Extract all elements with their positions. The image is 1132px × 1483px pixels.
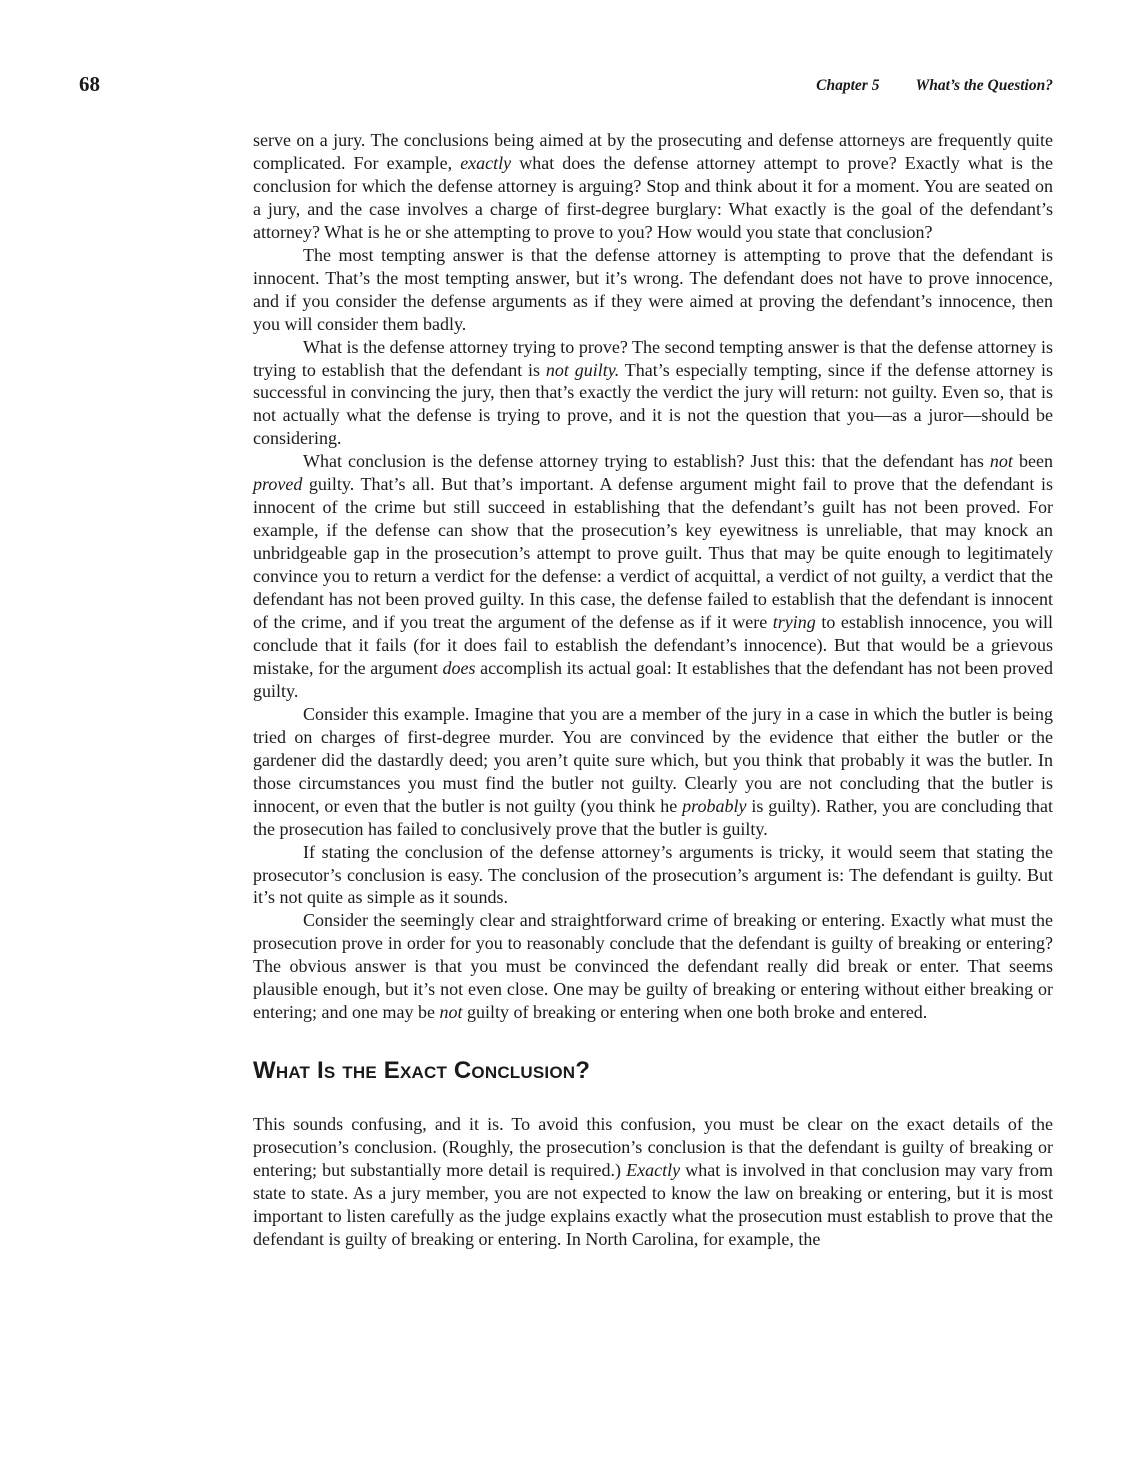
text-run: serve on a jury. The conclusions being aimed at by the prosecuting and defense attorneys are frequently quite complicated. For example, [253, 130, 1053, 173]
text-run: Consider the seemingly clear and straightforward crime of breaking or entering. Exactly what must the prosecution prove in order for you to reasonably conclude that the defendant is guilty of breaking or entering? The obvious answer is that you must be convinced the defendant really did break or enter. That seems plausible enough, but it’s not even close. One may be guilty of breaking or entering without either breaking or entering; and one may be [253, 910, 1053, 1023]
paragraph [253, 450, 1053, 702]
text-run: to establish innocence, you will conclude that it fails (for it does fail to establish the defendant’s innocence). But that would be a grievous mistake, for the argument [253, 612, 1053, 678]
italic-run: not [989, 451, 1013, 472]
section-paragraph-group [253, 1113, 1053, 1251]
paragraph [253, 703, 1053, 841]
text-run: This sounds confusing, and it is. To avoid this confusion, you must be clear on the exact details of the prosecution’s conclusion. (Roughly, the prosecution’s conclusion is that the defendant is guilty of breaking or entering; but substantially more detail is required.) [253, 1114, 1053, 1181]
text-run: guilty of breaking or entering when one both broke and entered. [462, 1002, 928, 1023]
text-run: been [1012, 451, 1053, 472]
text-run: What is the defense attorney trying to prove? The second tempting answer is that the defense attorney is trying to establish that the defendant is [253, 336, 1053, 380]
text-run: That’s especially tempting, since if the defense attorney is successful in convincing the jury, then that’s exactly the verdict the jury will return: not guilty. Even so, that is not actually what the defense is trying to prove, and it is not the question that you—as a juror—should be considering. [253, 359, 1053, 449]
chapter-title: What’s the Question? [915, 77, 1053, 94]
text-run: guilty. That’s all. But that’s important. A defense argument might fail to prove that the defendant is innocent of the crime but still succeed in establishing that the defendant’s guilt has not been proved. For example, if the defense can show that the prosecution’s key eyewitness is unreliable, that may knock an unbridgeable gap in the prosecution’s attempt to prove guilt. Thus that may be quite enough to legitimately convince you to return a verdict for the defense: a verdict of acquittal, a verdict of not guilty, a verdict that the defendant has not been proved guilty. In this case, the defense failed to establish that the defendant is innocent of the crime, and if you treat the argument of the defense as if it were [253, 474, 1053, 633]
paragraph [253, 129, 1053, 244]
section-heading: What Is the Exact Conclusion? [253, 1057, 591, 1085]
text-run: what is involved in that conclusion may vary from state to state. As a jury member, you are not expected to know the law on breaking or entering, but it is most important to listen carefully as the judge explains exactly what the prosecution must establish to prove that the defendant is guilty of breaking or entering. In North Carolina, for example, the [253, 1160, 1054, 1249]
paragraph-group [253, 129, 1053, 1024]
page-number: 68 [79, 72, 100, 96]
text-run: accomplish its actual goal: It establishes that the defendant has not been proved guilty. [253, 657, 1053, 701]
text-run: What conclusion is the defense attorney trying to establish? Just this: that the defendant has [303, 451, 990, 472]
italic-run: exactly [460, 152, 512, 173]
text-run: what does the defense attorney attempt to prove? Exactly what is the conclusion for which the defense attorney is arguing? Stop and think about it for a moment. You are seated on a jury, and the case involves a charge of first-degree burglary: What exactly is the goal of the defendant’s attorney? What is he or she attempting to prove to you? How would you state that conclusion? [253, 152, 1053, 242]
paragraph [253, 244, 1053, 336]
italic-run: does [442, 657, 476, 678]
italic-run: probably [682, 795, 747, 816]
italic-run: proved [253, 474, 303, 495]
italic-run: not [439, 1002, 463, 1023]
italic-run: trying [772, 612, 816, 633]
italic-run: not guilty. [545, 359, 620, 380]
italic-run: Exactly [626, 1160, 681, 1181]
paragraph [253, 841, 1053, 910]
paragraph [253, 336, 1053, 451]
text-run: The most tempting answer is that the defense attorney is attempting to prove that the defendant is innocent. That’s the most tempting answer, but it’s wrong. The defendant does not have to prove innocence, and if you consider the defense arguments as if they were aimed at proving the defendant’s innocence, then you will consider them badly. [253, 244, 1053, 334]
paragraph [253, 1113, 1053, 1251]
paragraph [253, 909, 1053, 1024]
text-run: If stating the conclusion of the defense attorney’s arguments is tricky, it would seem that stating the prosecutor’s conclusion is easy. The conclusion of the prosecution’s argument is: The defendant is guilty. But it’s not quite as simple as it sounds. [253, 841, 1053, 908]
text-run: is guilty). Rather, you are concluding that the prosecution has failed to conclusively prove that the butler is guilty. [253, 795, 1053, 839]
running-head [816, 77, 1053, 95]
chapter-label: Chapter 5 [816, 77, 880, 94]
body-text [253, 129, 1053, 1251]
text-run: Consider this example. Imagine that you are a member of the jury in a case in which the butler is being tried on charges of first-degree murder. You are convinced by the evidence that either the butler or the gardener did the dastardly deed; you aren’t quite sure which, but you think that probably it was the butler. In those circumstances you must find the butler not guilty. Clearly you are not concluding that the butler is innocent, or even that the butler is not guilty (you think he [253, 703, 1053, 816]
